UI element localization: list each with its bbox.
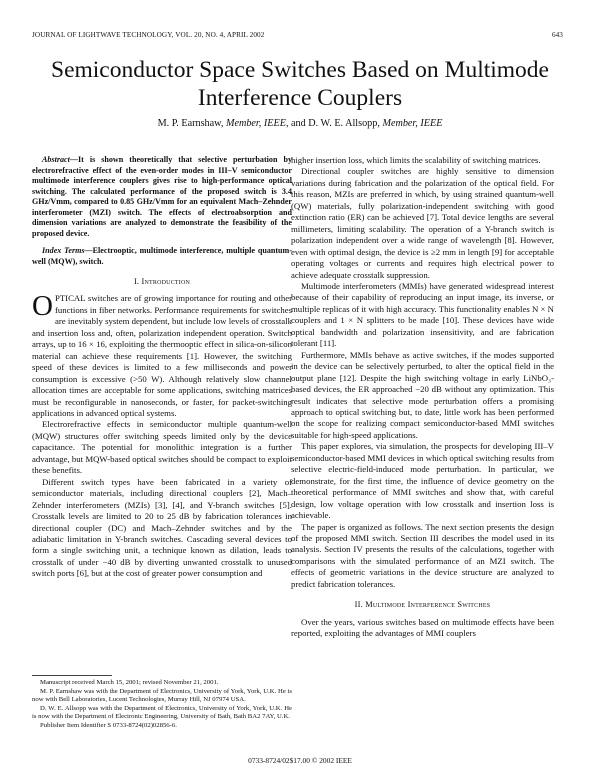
footnotes	[32, 679, 292, 731]
index-terms-lead: Index Terms—	[42, 246, 93, 255]
abstract-text: It is shown theoretically that selective perturbation by electrorefractive effect of the even-order modes in III–V semiconductor multimode interference couplers gives rise to high-performance optical switching. The calculated performance of the proposed switch is 3.4 GHz/Vmm, compared to 0.85 GHz/Vmm for an equivalent Mach–Zehnder interferometer (MZI) switch. The effects of electroabsorption and dimension variations are analyzed to demonstrate the feasibility of the proposed device.	[32, 155, 292, 238]
footnote-divider	[32, 675, 112, 676]
footnote-received: Manuscript received March 15, 2001; revised November 21, 2001.	[40, 679, 219, 686]
index-terms	[32, 246, 292, 267]
body-paragraph-1: Directional coupler switches are highly sensitive to dimension variations during fabrication and the polarization of the optical field. For this reason, MZIs are preferred in which, by using strained quantum-well (QW) materials, fully polarization-independent switching with good extinction ratio (ER) can be achieved [7]. Total device lengths are several millimeters, limiting scalability. The operation of a Y-branch switch is polarization independent over a wide range of wavelength [8]. However, even with optimal design, the device is ≥2 mm in length [9] for acceptable operating voltages or currents and requires high electrical power to achieve adequate crosstalk suppression.	[291, 166, 554, 280]
author-line	[20, 118, 580, 129]
section-2-heading: II. Multimode Interference Switches	[354, 600, 491, 610]
intro-paragraph-3: Different switch types have been fabricated in a variety of semiconductor materials, including directional couplers [2], Mach–Zehnder interferometers (MZIs) [3], [4], and Y-branch switches [5]. Crosstalk levels are limited to 20 to 25 dB by fabrication tolerances in directional coupler (DC) and Mach–Zehnder switches and by the adiabatic limitation in Y-branch switches. Cascading several devices to form a single switching unit, a technique known as dilation, leads to crosstalk of under −40 dB by diverting unwanted crosstalk to unused switch ports [6], but at the cost of greater power consumption and	[32, 476, 292, 579]
abstract-lead: Abstract—	[42, 155, 78, 164]
body-paragraph-3: Furthermore, MMIs behave as active switches, if the modes supported in the device can be selectively perturbed, to alter the optical field in the output plane [12]. Despite the high switching voltage in early LiNbO₃-based devices, the ER approached −20 dB without any optimization. This result indicates that selective mode perturbation offers a promising approach to optical switching but, to date, little work has been performed on the scope for realizing compact semiconductor-based MMI switches suitable for high-speed applications.	[291, 349, 554, 440]
footnote-pii: Publisher Item Identifier S 0733-8724(02)02856-6.	[40, 721, 177, 729]
body-paragraph-4: This paper explores, via simulation, the prospects for developing III–V semiconductor-based MMI devices in which optical switching results from selective electric-field-induced mode perturbation. In particular, we demonstrate, for the first time, the influence of device geometry on the theoretical performance of MMI switches and show that, with careful design, low voltage operation with low crosstalk and insertion loss is achievable.	[291, 441, 554, 521]
author-2: , and D. W. E. Allsopp,	[285, 118, 383, 129]
body-paragraph-5: The paper is organized as follows. The next section presents the design of the proposed MMI switch. Section III describes the model used in its analysis. Section IV presents the results of the calculations, together with comparisons with the simulated performance of an MZI switch. The effects of geometric variations in the device structure are analyzed to predict fabrication tolerances.	[291, 521, 554, 589]
page-number: 643	[552, 31, 563, 39]
intro-paragraph-2: Electrorefractive effects in semiconductor multiple quantum-well (MQW) structures offer switching speeds limited only by the device capacitance. The potential for monolithic integration is a further advantage, but MQW-based optical switches should be compact to exploit these benefits.	[32, 419, 292, 476]
abstract	[32, 155, 292, 239]
title-line-1: Semiconductor Space Switches Based on Multimode	[51, 57, 549, 83]
copyright-footer: 0733-8724/02$17.00 © 2002 IEEE	[248, 756, 352, 765]
author-2-role: Member, IEEE	[382, 118, 443, 129]
journal-header: JOURNAL OF LIGHTWAVE TECHNOLOGY, VOL. 20, NO. 4, APRIL 2002	[32, 31, 265, 39]
body-paragraph-6: Over the years, various switches based on multimode effects have been reported, exploiting the advantages of MMI couplers	[291, 616, 554, 639]
index-terms-text: Electrooptic, multimode interference, multiple quantum-well (MQW), switch.	[32, 246, 292, 266]
author-1-role: Member, IEEE	[225, 118, 286, 129]
title-line-2: Interference Couplers	[197, 85, 403, 111]
paper-title	[20, 56, 580, 112]
continued-paragraph: higher insertion loss, which limits the scalability of switching matrices.	[291, 155, 541, 165]
footnote-author-1: M. P. Earnshaw was with the Department of Electronics, University of York, York, U.K. He is now with Bell Laboratories, Lucent Technologies, Murray Hill, NJ 07974 USA.	[32, 687, 292, 704]
author-1: M. P. Earnshaw,	[157, 118, 226, 129]
right-column	[291, 155, 554, 640]
section-1-heading: I. Introduction	[133, 277, 191, 286]
drop-cap: O	[32, 290, 53, 323]
left-column	[32, 155, 292, 580]
body-paragraph-2: Multimode interferometers (MMIs) have generated widespread interest because of their capability of reproducing an input image, its inverse, or multiple replicas of it with high accuracy. This functionality enables N × N couplers and 1 × N splitters to be made [10]. These devices have wide optical bandwidth and polarization insensitivity, and are fabrication tolerant [11].	[291, 280, 554, 349]
intro-paragraph-1: OPTICAL switches are of growing importance for routing and other functions in fiber networks. Performance requirements for switches are inevitably system dependent, but include low levels of crosstalk and insertion loss and, often, polarization independent operation. Switch arrays, up to 16 × 16, exploiting the thermooptic effect in silica-on-silicon material can achieve these requirements [1]. However, the switching speed of these devices is limited to a few milliseconds and power consumption is excessive (>50 W). Although relatively slow channel allocation times are acceptable for some applications, switching matrices must be reconfigurable in nanoseconds, or faster, for packet-switching applications in advanced optical systems.	[32, 290, 292, 418]
footnote-author-2: D. W. E. Allsopp was with the Department of Electronics, University of York, York, U.K. He is now with the Department of Electronic Engineering, University of Bath, Bath BA2 7AY, U.K.	[32, 704, 292, 721]
